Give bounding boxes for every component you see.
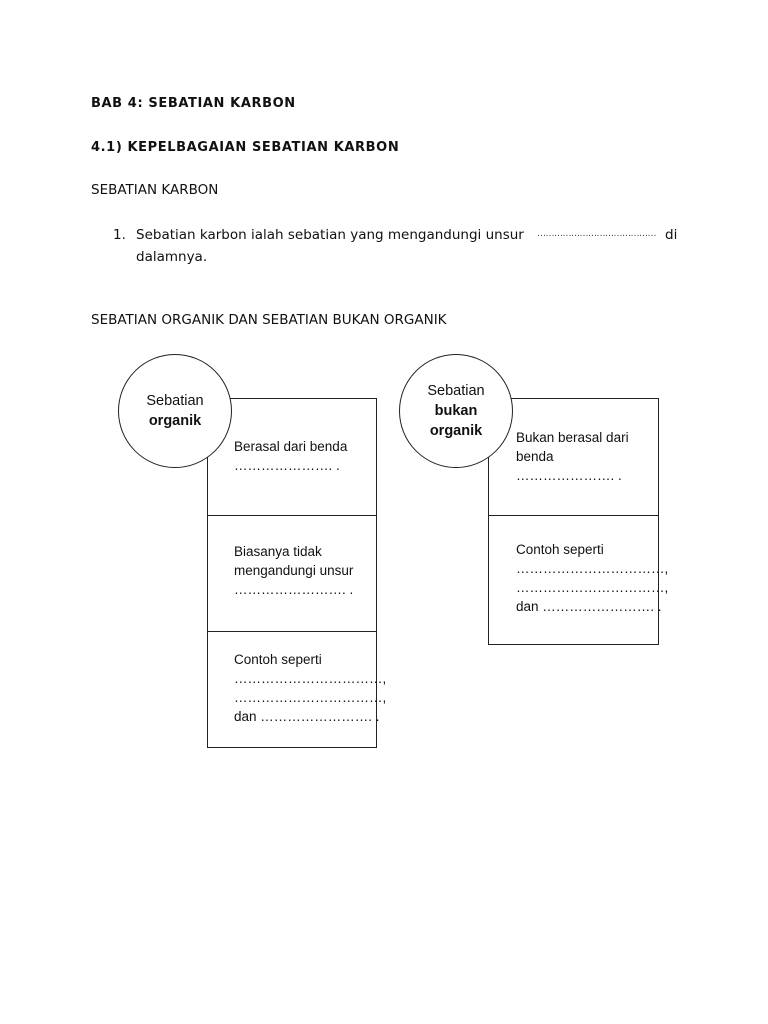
bukan-organik-cell2-blank1[interactable]: ……………………………,	[516, 561, 669, 576]
organik-cell2-blank[interactable]: ……………………. .	[234, 582, 354, 597]
question-text-line2: dalamnya.	[136, 249, 208, 265]
bukan-organik-cell2-blank2[interactable]: ……………………………,	[516, 580, 669, 595]
bukan-organik-circle	[399, 354, 513, 468]
subheading-sebatian-karbon: SEBATIAN KARBON	[91, 182, 219, 198]
answer-blank[interactable]: ……………………………………	[537, 229, 656, 239]
organik-cell3-blank3[interactable]: dan ……………………. .	[234, 709, 380, 724]
bukan-organik-cell1-blank[interactable]: …………………. .	[516, 468, 622, 483]
organik-circle-line1: Sebatian	[146, 393, 204, 409]
question-1	[113, 224, 683, 268]
organik-cell-unsur	[208, 515, 376, 632]
bukan-organik-cell2-line1: Contoh seperti	[516, 542, 604, 557]
bukan-organik-box	[488, 398, 669, 645]
organik-cell3-blank2[interactable]: ……………………………,	[234, 690, 387, 705]
organik-cell1-line1: Berasal dari benda	[234, 439, 348, 454]
organik-cell1-blank[interactable]: …………………. .	[234, 458, 340, 473]
bukan-organik-cell-origin	[489, 399, 658, 515]
bukan-organik-circle-line1: Sebatian	[427, 383, 485, 399]
organik-cell-contoh	[208, 631, 387, 746]
organik-circle	[118, 354, 232, 468]
question-number: 1.	[113, 227, 126, 243]
bukan-organik-cell1-line1: Bukan berasal dari	[516, 430, 629, 445]
organik-cell2-line1: Biasanya tidak	[234, 544, 322, 559]
bukan-organik-circle-line3: organik	[429, 423, 483, 439]
bukan-organik-circle-line2: bukan	[434, 403, 478, 419]
organik-cell3-blank1[interactable]: ……………………………,	[234, 671, 387, 686]
section-title: 4.1) KEPELBAGAIAN SEBATIAN KARBON	[91, 140, 400, 155]
question-text-start: Sebatian karbon ialah sebatian yang mengandungi unsur	[136, 227, 524, 243]
chapter-title: BAB 4: SEBATIAN KARBON	[91, 96, 296, 111]
organik-cell3-line1: Contoh seperti	[234, 652, 322, 667]
question-text-end: di	[665, 227, 678, 243]
organik-cell-origin	[208, 399, 376, 515]
organik-box	[207, 398, 387, 748]
bukan-organik-cell1-line2: benda	[516, 449, 554, 464]
organik-cell2-line2: mengandungi unsur	[234, 563, 354, 578]
subheading-organik-bukan-organik: SEBATIAN ORGANIK DAN SEBATIAN BUKAN ORGANIK	[91, 312, 447, 328]
organik-circle-line2: organik	[148, 413, 202, 429]
bukan-organik-cell-contoh	[489, 515, 669, 643]
bukan-organik-cell2-blank3[interactable]: dan ……………………. .	[516, 599, 662, 614]
